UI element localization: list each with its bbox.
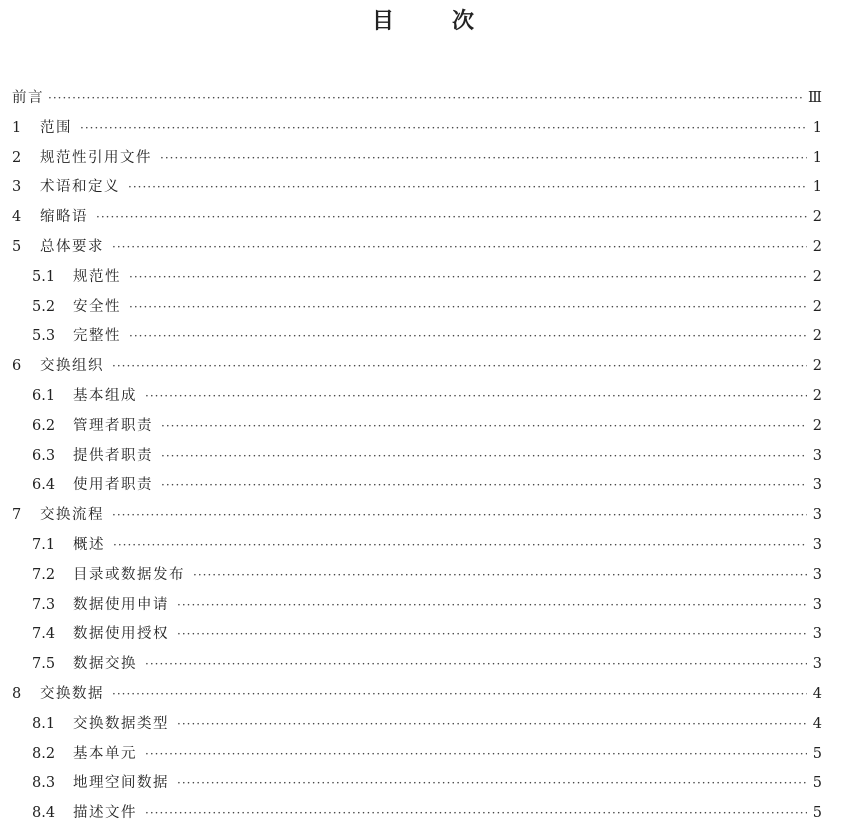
- toc-entry[interactable]: [12, 146, 822, 176]
- toc-entry-label: 缩略语: [40, 209, 88, 226]
- toc-entry-page: 2: [812, 298, 822, 315]
- dot-leader: [177, 598, 807, 612]
- toc-entry-page: 2: [812, 238, 822, 255]
- toc-entry-page: 3: [812, 507, 822, 524]
- toc-entry-label: 完整性: [73, 328, 121, 345]
- dot-leader: [177, 627, 807, 641]
- toc-entry-number: 6.2: [32, 417, 56, 434]
- toc-entry-number: 2: [12, 149, 22, 166]
- toc-entry-label: 管理者职责: [73, 417, 153, 434]
- dot-leader: [145, 806, 807, 820]
- toc-entry-label: 规范性引用文件: [40, 149, 152, 166]
- toc-entry-number: 8.4: [32, 805, 56, 822]
- toc-entry[interactable]: [12, 354, 822, 384]
- dot-leader: [112, 240, 807, 254]
- toc-entry-page: 3: [812, 596, 822, 613]
- toc-entry-number: 7.3: [32, 596, 56, 613]
- toc-entry-label: 基本单元: [73, 745, 137, 762]
- toc-entry-page: 4: [812, 715, 822, 732]
- toc-entry[interactable]: [12, 384, 822, 414]
- toc-entry-number: 8: [12, 685, 22, 702]
- toc-entry[interactable]: [12, 712, 822, 742]
- toc-entry-number: 7.4: [32, 626, 56, 643]
- dot-leader: [48, 91, 802, 105]
- toc-entry-number: 8.1: [32, 715, 56, 732]
- toc-entry-label: 地理空间数据: [73, 775, 169, 792]
- dot-leader: [161, 449, 807, 463]
- toc-entry-page: 2: [812, 358, 822, 375]
- toc-entry-page: 4: [812, 685, 822, 702]
- dot-leader: [112, 508, 807, 522]
- dot-leader: [145, 747, 807, 761]
- toc-entry-label: 交换组织: [40, 358, 104, 375]
- toc-entry-page: 5: [812, 805, 822, 822]
- toc-entry-number: 4: [12, 209, 22, 226]
- dot-leader: [113, 538, 807, 552]
- toc-entry[interactable]: [12, 622, 822, 652]
- dot-leader: [129, 270, 807, 284]
- toc-entry[interactable]: [12, 175, 822, 205]
- toc-entry-label: 基本组成: [73, 387, 137, 404]
- dot-leader: [112, 359, 807, 373]
- dot-leader: [161, 478, 807, 492]
- dot-leader: [193, 568, 807, 582]
- toc-entry-number: 7.5: [32, 656, 56, 673]
- title-char-left: 目: [371, 9, 394, 34]
- toc-entry-page: 5: [812, 745, 822, 762]
- toc-entry-label: 交换数据类型: [73, 715, 169, 732]
- toc-entry-number: 5.3: [32, 328, 56, 345]
- toc-entry[interactable]: [12, 682, 822, 712]
- toc-entry-number: 1: [12, 119, 22, 136]
- dot-leader: [80, 121, 807, 135]
- toc-entry-page: 5: [812, 775, 822, 792]
- toc-entry-page: 3: [812, 477, 822, 494]
- toc-entry-label: 描述文件: [73, 805, 137, 822]
- toc-entry-page: 3: [812, 566, 822, 583]
- dot-leader: [161, 419, 807, 433]
- toc-entry-page: 2: [812, 328, 822, 345]
- toc-entry-page: 2: [812, 387, 822, 404]
- toc-entry-page: 3: [812, 447, 822, 464]
- toc-entry-label: 数据使用授权: [73, 626, 169, 643]
- toc-entry[interactable]: [12, 563, 822, 593]
- toc-entry-label: 总体要求: [40, 238, 104, 255]
- toc-entry[interactable]: [12, 801, 822, 831]
- toc-entry-page: 3: [812, 656, 822, 673]
- toc-entry-label: 概述: [73, 536, 105, 553]
- toc-entry[interactable]: [12, 771, 822, 801]
- toc-entry-label: 数据使用申请: [73, 596, 169, 613]
- toc-entry-number: 3: [12, 179, 22, 196]
- toc-entry-page: 2: [812, 268, 822, 285]
- toc-entry-label: 交换流程: [40, 507, 104, 524]
- toc-entry[interactable]: [12, 116, 822, 146]
- toc-entry[interactable]: [12, 205, 822, 235]
- toc-entry[interactable]: [12, 444, 822, 474]
- toc-entry-number: 6.1: [32, 387, 56, 404]
- dot-leader: [112, 687, 807, 701]
- toc-entry[interactable]: [12, 533, 822, 563]
- toc-entry[interactable]: [12, 324, 822, 354]
- dot-leader: [128, 180, 807, 194]
- toc-entry-label: 提供者职责: [73, 447, 153, 464]
- page-title: [0, 4, 846, 35]
- toc-entry[interactable]: [12, 414, 822, 444]
- toc-entry[interactable]: [12, 235, 822, 265]
- toc-entry-page: 1: [812, 119, 822, 136]
- toc-entry-number: 7: [12, 507, 22, 524]
- toc-entry-label: 数据交换: [73, 656, 137, 673]
- toc-entry-number: 6: [12, 358, 22, 375]
- toc-entry-label: 术语和定义: [40, 179, 120, 196]
- toc-entry-number: 5: [12, 238, 22, 255]
- toc-entry[interactable]: [12, 295, 822, 325]
- toc-entry-label: 范围: [40, 119, 72, 136]
- dot-leader: [177, 717, 807, 731]
- toc-entry-number: 8.3: [32, 775, 56, 792]
- toc-entry-page: 1: [812, 149, 822, 166]
- toc-entry[interactable]: [12, 593, 822, 623]
- toc-entry-label: 安全性: [73, 298, 121, 315]
- toc-entry-label: 交换数据: [40, 685, 104, 702]
- toc-entry-label: 目录或数据发布: [73, 566, 185, 583]
- toc-entry-number: 7.2: [32, 566, 56, 583]
- dot-leader: [145, 657, 807, 671]
- dot-leader: [96, 210, 807, 224]
- toc-entry[interactable]: [12, 473, 822, 503]
- toc-entry-number: 6.4: [32, 477, 56, 494]
- dot-leader: [145, 389, 807, 403]
- toc-entry-label: 前言: [12, 90, 44, 106]
- toc-entry-page: 1: [812, 179, 822, 196]
- dot-leader: [160, 151, 807, 165]
- toc-entry-page: Ⅲ: [808, 90, 822, 106]
- dot-leader: [177, 776, 807, 790]
- title-char-right: 次: [452, 9, 475, 34]
- table-of-contents: [12, 86, 822, 831]
- toc-entry-number: 8.2: [32, 745, 56, 762]
- toc-entry-page: 2: [812, 209, 822, 226]
- toc-entry-page: 3: [812, 536, 822, 553]
- dot-leader: [129, 329, 807, 343]
- toc-entry-label: 使用者职责: [73, 477, 153, 494]
- toc-entry-number: 5.1: [32, 268, 56, 285]
- toc-entry[interactable]: [12, 86, 822, 116]
- toc-entry[interactable]: [12, 265, 822, 295]
- toc-entry[interactable]: [12, 503, 822, 533]
- toc-entry[interactable]: [12, 742, 822, 772]
- toc-entry-page: 2: [812, 417, 822, 434]
- toc-entry[interactable]: [12, 652, 822, 682]
- toc-entry-number: 6.3: [32, 447, 56, 464]
- toc-entry-number: 5.2: [32, 298, 56, 315]
- toc-entry-number: 7.1: [32, 536, 56, 553]
- toc-entry-page: 3: [812, 626, 822, 643]
- toc-entry-label: 规范性: [73, 268, 121, 285]
- dot-leader: [129, 300, 807, 314]
